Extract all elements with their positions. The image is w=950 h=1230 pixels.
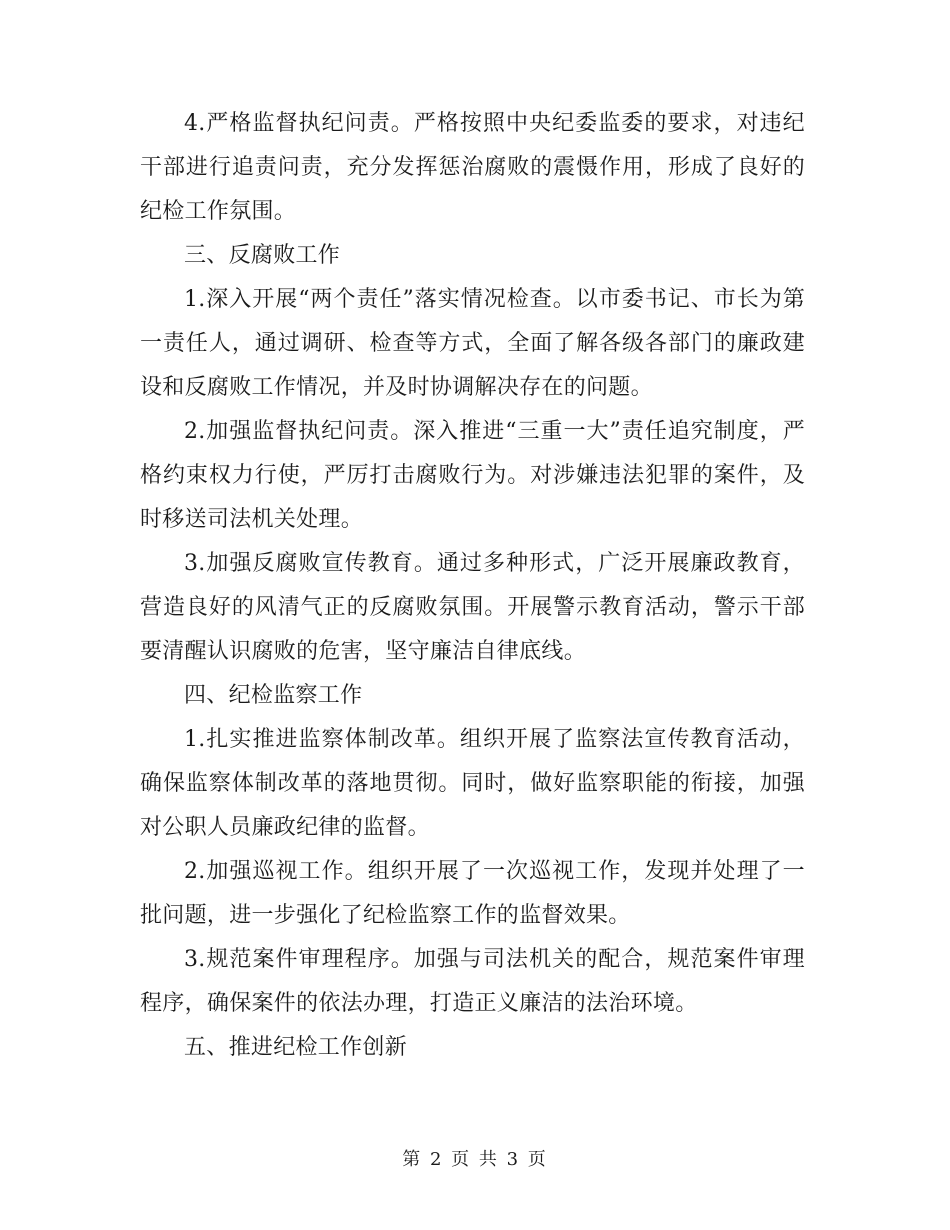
section-heading-innovation: 五、推进纪检工作创新	[184, 1035, 408, 1060]
page-number-footer: 第 2 页 共 3 页	[402, 1149, 548, 1170]
paragraph-two-responsibilities: 1.深入开展“两个责任”落实情况检查。以市委书记、市长为第一责任人，通过调研、检查等方式，全面了解各级各部门的廉政建设和反腐败工作情况，并及时协调解决存在的问题。	[140, 287, 805, 400]
paragraph-accountability: 2.加强监督执纪问责。深入推进“三重一大”责任追究制度，严格约束权力行使，严厉打击腐败行为。对涉嫌违法犯罪的案件，及时移送司法机关处理。	[140, 419, 805, 532]
paragraph-strict-supervision: 4.严格监督执纪问责。严格按照中央纪委监委的要求，对违纪干部进行追责问责，充分发挥惩治腐败的震慑作用，形成了良好的纪检工作氛围。	[140, 111, 805, 224]
paragraph-supervision-reform: 1.扎实推进监察体制改革。组织开展了监察法宣传教育活动，确保监察体制改革的落地贯彻。同时，做好监察职能的衔接，加强对公职人员廉政纪律的监督。	[140, 727, 805, 840]
paragraph-case-review: 3.规范案件审理程序。加强与司法机关的配合，规范案件审理程序，确保案件的依法办理，打造正义廉洁的法治环境。	[140, 947, 805, 1016]
document-body	[140, 102, 805, 1070]
paragraph-inspection-tour: 2.加强巡视工作。组织开展了一次巡视工作，发现并处理了一批问题，进一步强化了纪检监察工作的监督效果。	[140, 859, 805, 928]
section-heading-discipline-inspection: 四、纪检监察工作	[184, 683, 363, 708]
paragraph-anti-corruption-education: 3.加强反腐败宣传教育。通过多种形式，广泛开展廉政教育，营造良好的风清气正的反腐败氛围。开展警示教育活动，警示干部要清醒认识腐败的危害，坚守廉洁自律底线。	[140, 551, 805, 664]
section-heading-anti-corruption: 三、反腐败工作	[184, 243, 341, 268]
